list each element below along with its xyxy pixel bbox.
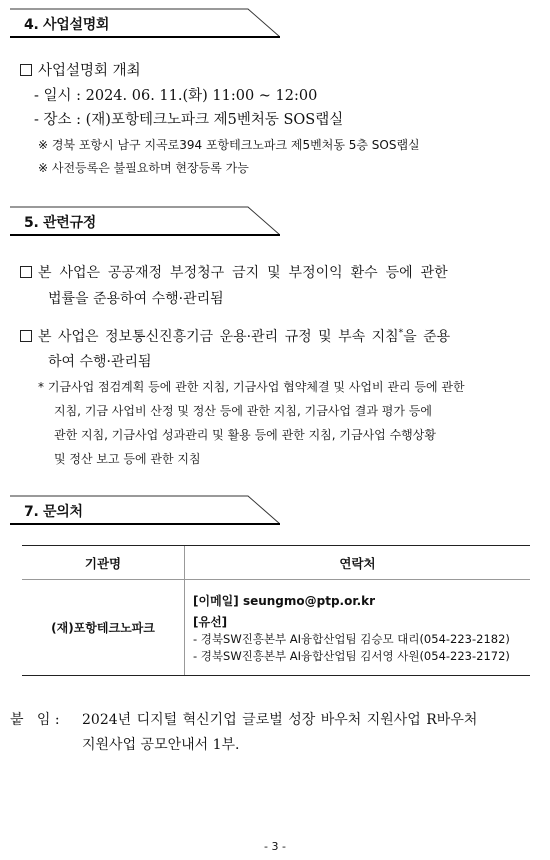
section-4-title: 4. 사업설명회 — [24, 17, 110, 33]
email-address[interactable]: seungmo@ptp.or.kr — [242, 593, 376, 608]
checkbox-square-icon — [20, 266, 32, 278]
section-4-note-address: ※ 경북 포항시 남구 지곡로394 포항테크노파크 제5벤처동 5층 SOS랩실 — [38, 138, 420, 152]
email-line — [193, 593, 530, 610]
table-header-row — [22, 546, 530, 580]
section-5-item-1-line-2: 법률을 준용하여 수행·관리됨 — [48, 291, 224, 307]
checkbox-square-icon — [20, 64, 32, 76]
section-4-note-registration: ※ 사전등록은 불필요하며 현장등록 가능 — [38, 161, 249, 175]
org-name: (재)포항테크노파크 — [22, 580, 185, 676]
page-number: - 3 - — [264, 840, 286, 853]
section-5-footnote-line-4: 및 정산 보고 등에 관한 지침 — [54, 452, 201, 466]
contact-details — [185, 580, 531, 676]
email-label: [이메일] — [193, 593, 239, 608]
section-5-item-1-text: 본 사업은 공공재정 부정청구 금지 및 부정이익 환수 등에 관한 — [38, 265, 448, 281]
checkbox-square-icon — [20, 330, 32, 342]
section-7-header — [10, 495, 280, 525]
section-5-item-2-line-1 — [20, 326, 450, 346]
column-header-org: 기관명 — [22, 546, 185, 580]
section-5-header — [10, 206, 280, 236]
section-4-item — [20, 59, 141, 80]
attachment-label: 붙 임 : — [10, 712, 60, 728]
section-5-footnote-line-1: * 기금사업 점검계획 등에 관한 지침, 기금사업 협약체결 및 사업비 관리 등에 관한 — [38, 380, 465, 394]
section-5-item-2-text-a: 본 사업은 정보통신진흥기금 운용·관리 규정 및 부속 지침 — [38, 329, 399, 345]
section-5-footnote-line-3: 관한 지침, 기금사업 성과관리 및 활용 등에 관한 지침, 기금사업 수행상황 — [54, 428, 436, 442]
phone-label: [유선] — [193, 614, 228, 629]
column-header-contact: 연락처 — [185, 546, 531, 580]
section-4-date: - 일시 : 2024. 06. 11.(화) 11:00 ~ 12:00 — [34, 88, 318, 104]
contact-table — [22, 545, 530, 676]
section-5-item-2-text-b: 을 준용 — [403, 329, 451, 345]
attachment-line-1: 2024년 디지털 혁신기업 글로벌 성장 바우처 지원사업 R바우처 — [82, 712, 478, 728]
attachment-line-2: 지원사업 공모안내서 1부. — [82, 737, 240, 753]
footnote-marker: * — [398, 328, 404, 339]
phone-contact-1: - 경북SW진흥본부 AI융합산업팀 김승모 대리(054-223-2182) — [193, 631, 510, 646]
phone-contact-2: - 경북SW진흥본부 AI융합산업팀 김서영 사원(054-223-2172) — [193, 648, 510, 663]
section-5-footnote-line-2: 지침, 기금 사업비 산정 및 정산 등에 관한 지침, 기금사업 결과 평가 등에 — [54, 404, 432, 418]
section-7-title: 7. 문의처 — [24, 504, 83, 520]
section-4-item-text: 사업설명회 개최 — [38, 63, 141, 79]
section-4-header — [10, 8, 280, 38]
contact-table-grid — [22, 546, 530, 675]
section-5-item-1-line-1 — [20, 262, 448, 282]
table-row — [22, 580, 530, 676]
section-5-item-2-line-2: 하여 수행·관리됨 — [48, 354, 152, 370]
section-4-place: - 장소 : (재)포항테크노파크 제5벤처동 SOS랩실 — [34, 112, 344, 128]
section-5-title: 5. 관련규정 — [24, 215, 96, 231]
